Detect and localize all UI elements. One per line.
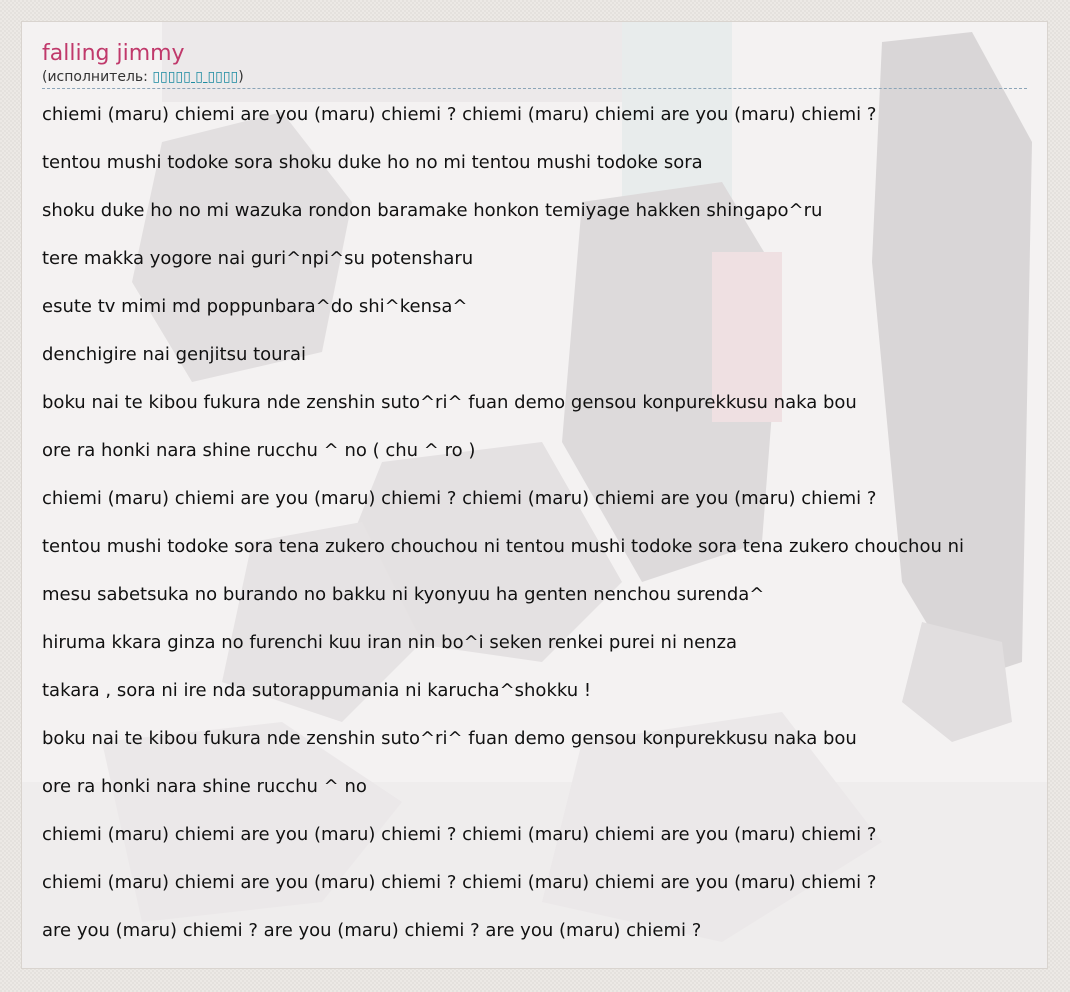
lyrics-text xyxy=(42,91,1047,955)
performer-line xyxy=(42,68,1027,89)
lyric-line: chiemi (maru) chiemi are you (maru) chiemi ? chiemi (maru) chiemi are you (maru) chiemi ? xyxy=(42,872,877,893)
lyric-line: chiemi (maru) chiemi are you (maru) chiemi ? chiemi (maru) chiemi are you (maru) chiemi ? xyxy=(42,488,877,509)
lyric-line: tentou mushi todoke sora tena zukero chouchou ni tentou mushi todoke sora tena zukero chouchou ni xyxy=(42,536,965,557)
lyric-line: hiruma kkara ginza no furenchi kuu iran nin bo^i seken renkei purei ni nenza xyxy=(42,632,738,653)
lyric-line: takara , sora ni ire nda sutorappumania ni karucha^shokku ! xyxy=(42,680,592,701)
lyric-line: tere makka yogore nai guri^npi^su potensharu xyxy=(42,248,474,269)
performer-suffix: ) xyxy=(238,69,244,85)
performer-link[interactable]: ▯▯▯▯▯ ▯ ▯▯▯▯ xyxy=(152,69,239,85)
performer-prefix: (исполнитель: xyxy=(42,69,153,85)
lyric-line: denchigire nai genjitsu tourai xyxy=(42,344,306,365)
lyric-line: tentou mushi todoke sora shoku duke ho no mi tentou mushi todoke sora xyxy=(42,152,703,173)
lyric-line: mesu sabetsuka no burando no bakku ni kyonyuu ha genten nenchou surenda^ xyxy=(42,584,765,605)
lyric-line: esute tv mimi md poppunbara^do shi^kensa^ xyxy=(42,296,468,317)
lyric-line: boku nai te kibou fukura nde zenshin suto^ri^ fuan demo gensou konpurekkusu naka bou xyxy=(42,728,857,749)
lyric-line: chiemi (maru) chiemi are you (maru) chiemi ? chiemi (maru) chiemi are you (maru) chiemi ? xyxy=(42,824,877,845)
lyric-line: shoku duke ho no mi wazuka rondon baramake honkon temiyage hakken shingapo^ru xyxy=(42,200,823,221)
lyric-line: ore ra honki nara shine rucchu ^ no xyxy=(42,776,367,797)
lyric-line: ore ra honki nara shine rucchu ^ no ( chu ^ ro ) xyxy=(42,440,476,461)
lyric-line: are you (maru) chiemi ? are you (maru) chiemi ? are you (maru) chiemi ? xyxy=(42,920,702,941)
lyric-line: boku nai te kibou fukura nde zenshin suto^ri^ fuan demo gensou konpurekkusu naka bou xyxy=(42,392,857,413)
song-content xyxy=(42,40,1047,955)
song-title: falling jimmy xyxy=(42,41,185,66)
lyrics-panel xyxy=(21,21,1048,969)
lyric-line: chiemi (maru) chiemi are you (maru) chiemi ? chiemi (maru) chiemi are you (maru) chiemi ? xyxy=(42,104,877,125)
